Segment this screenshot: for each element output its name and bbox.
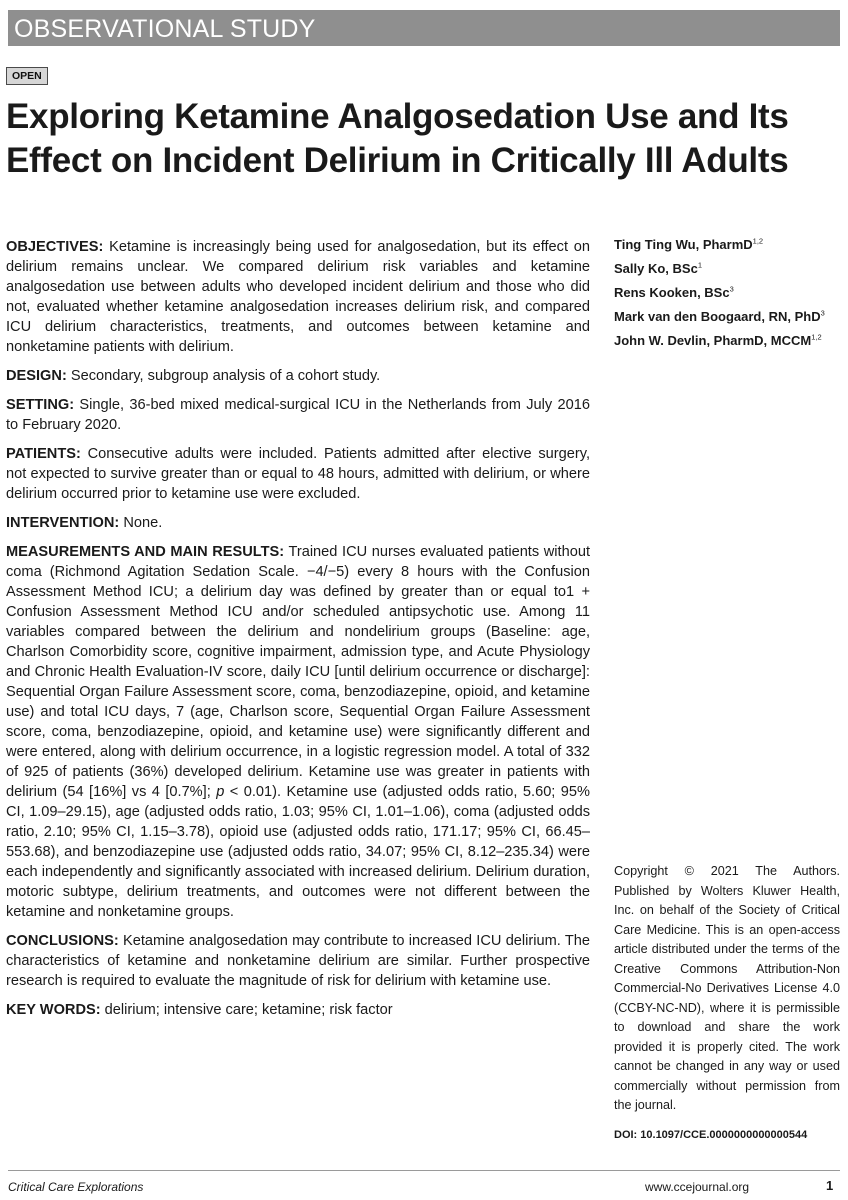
conclusions-heading: CONCLUSIONS: (6, 933, 119, 949)
author-item (614, 332, 840, 350)
setting-text: Single, 36-bed mixed medical-surgical ICU in the Netherlands from July 2016 to February 2020. (6, 397, 590, 433)
abstract-setting (6, 395, 590, 435)
author-name: John W. Devlin, PharmD, MCCM (614, 333, 812, 348)
design-heading: DESIGN: (6, 368, 67, 384)
author-affiliation: 1 (697, 260, 702, 270)
results-text: Trained ICU nurses evaluated patients without coma (Richmond Agitation Sedation Scale. −4/−5) every 8 hours with the Confusion Assessment Method ICU; a delirium day was defined by greater than or equal to1 + Confusion Assessment Method ICU and/or scheduled antipsychotic use. Among 11 variables compared between the delirium and nondelirium groups (Baseline: age, Charlson Comorbidity score, cognitive impairment, admission type, and Acute Physiology and Chronic Health Evaluation-IV score, daily ICU [until delirium occurrence or discharge]: Sequential Organ Failure Assessment score, coma, benzodiazepine, opioid, and ketamine use) and total ICU days, 7 (age, Charlson score, Sequential Organ Failure Assessment score, coma, benzodiazepine, opioid, and ketamine use) were significantly different and were entered, along with delirium occurrence, in a logistic regression model. A total of 332 of 925 of patients (36%) developed delirium. Ketamine use was greater in patients with delirium (54 [16%] vs 4 [0.7%]; (6, 544, 591, 800)
author-item (614, 284, 840, 302)
abstract (6, 237, 590, 1029)
author-item (614, 260, 840, 278)
author-name: Mark van den Boogaard, RN, PhD (614, 309, 821, 324)
footer-journal-url[interactable]: www.ccejournal.org (645, 1180, 750, 1194)
author-name: Sally Ko, BSc (614, 261, 698, 276)
intervention-heading: INTERVENTION: (6, 515, 120, 531)
setting-heading: SETTING: (6, 397, 75, 413)
abstract-objectives (6, 237, 590, 357)
author-affiliation: 3 (729, 284, 734, 294)
abstract-design (6, 366, 590, 386)
section-banner (8, 10, 840, 46)
author-affiliation: 1,2 (752, 236, 764, 246)
article-title: Exploring Ketamine Analgosedation Use and Its Effect on Incident Delirium in Critically Ill Adults (6, 97, 789, 180)
design-text: Secondary, subgroup analysis of a cohort study. (70, 368, 381, 384)
copyright-notice: Copyright © 2021 The Authors. Published by Wolters Kluwer Health, Inc. on behalf of the Society of Critical Care Medicine. This is an open-access article distributed under the terms of the Creative Commons Attribution-Non Commercial-No Derivatives License 4.0 (CCBY-NC-ND), where it is permissible to download and share the work provided it is properly cited. The work cannot be changed in any way or used commercially without permission from the journal. (614, 864, 840, 1112)
abstract-patients (6, 444, 590, 504)
patients-text: Consecutive adults were included. Patients admitted after elective surgery, not expected to survive greater than or equal to 48 hours, admitted with delirium, or where delirium occurred prior to ketamine use were excluded. (6, 446, 590, 502)
abstract-results (6, 542, 590, 922)
author-name: Rens Kooken, BSc (614, 285, 730, 300)
intervention-text: None. (123, 515, 163, 531)
open-access-badge: OPEN (6, 67, 48, 85)
keywords-heading: KEY WORDS: (6, 1002, 101, 1018)
author-affiliation: 1,2 (811, 332, 822, 342)
author-name: Ting Ting Wu, PharmD (614, 237, 753, 252)
author-item (614, 236, 840, 254)
author-affiliation: 3 (820, 308, 825, 318)
conclusions-text: Ketamine analgosedation may contribute to increased ICU delirium. The characteristics of ketamine and nonketamine delirium are similar. Further prospective research is required to evaluate the magnitude of risk for delirium with ketamine use. (6, 933, 590, 989)
author-list (614, 236, 840, 356)
patients-heading: PATIENTS: (6, 446, 81, 462)
abstract-keywords (6, 1000, 590, 1020)
abstract-intervention (6, 513, 590, 533)
p-value-symbol: p (216, 784, 225, 800)
objectives-text: Ketamine is increasingly being used for analgosedation, but its effect on delirium remains unclear. We compared delirium risk variables and ketamine analgosedation use between adults who developed incident delirium and those who did not, evaluated whether ketamine analgosedation increases delirium risk, and compared ICU delirium characteristics, treatments, and outcomes between ketamine and nonketamine patients with delirium. (6, 239, 591, 355)
abstract-conclusions (6, 931, 590, 991)
results-heading: MEASUREMENTS AND MAIN RESULTS: (6, 544, 285, 560)
footer-journal-name: Critical Care Explorations (8, 1180, 144, 1194)
author-item (614, 308, 840, 326)
page-number: 1 (826, 1178, 834, 1193)
results-text-continued: < 0.01). Ketamine use (adjusted odds ratio, 5.60; 95% CI, 1.09–29.15), age (adjusted odds ratio, 1.03; 95% CI, 1.01–1.06), coma (adjusted odds ratio, 2.10; 95% CI, 1.15–3.78), opioid use (adjusted odds ratio, 171.17; 95% CI, 66.45–553.68), and benzodiazepine use (adjusted odds ratio, 34.07; 95% CI, 8.12–235.34) were each independently and significantly associated with increased delirium. Delirium duration, motoric subtype, delirium treatments, and outcomes were not different between the ketamine and nonketamine groups. (6, 784, 591, 920)
keywords-text: delirium; intensive care; ketamine; risk factor (104, 1002, 393, 1018)
footer-divider (8, 1170, 840, 1171)
objectives-heading: OBJECTIVES: (6, 239, 104, 255)
section-label: OBSERVATIONAL STUDY (14, 15, 316, 43)
doi-link[interactable]: DOI: 10.1097/CCE.0000000000000544 (614, 1129, 808, 1141)
